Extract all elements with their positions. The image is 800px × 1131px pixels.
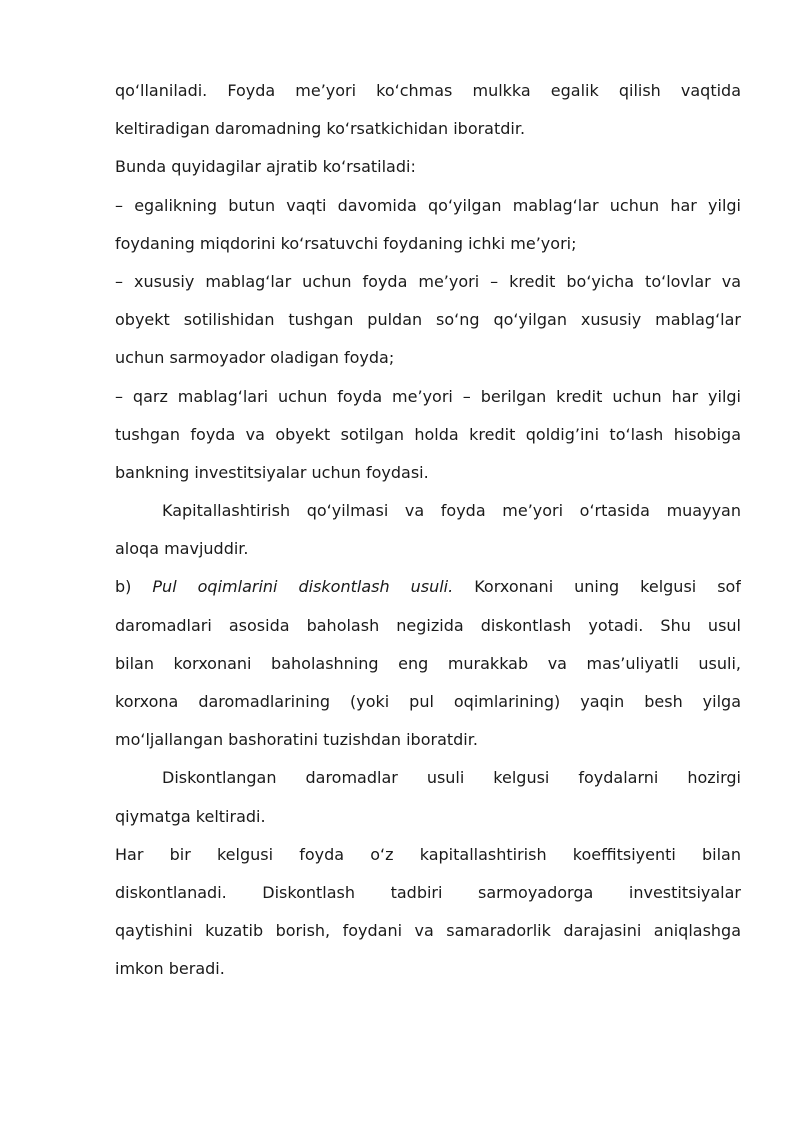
text-line: aloqa mavjuddir. [115,539,249,559]
text-line: qaytishini kuzatib borish, foydani va samaradorlik darajasini aniqlashga [115,921,741,941]
text-line: keltiradigan daromadning ko‘rsatkichidan iboratdir. [115,119,526,139]
text-line: obyekt sotilishidan tushgan puldan so‘ng qo‘yilgan xususiy mablag‘lar [115,310,741,330]
text-line: bilan korxonani baholashning eng murakkab va mas’uliyatli usuli, [115,653,741,673]
text-line: Bunda quyidagilar ajratib ko‘rsatiladi: [115,157,416,177]
text-line: imkon beradi. [115,959,225,979]
text-line: korxona daromadlarining (yoki pul oqimlarining) yaqin besh yilga [115,692,741,711]
text-line: – egalikning butun vaqti davomida qo‘yilgan mablag‘lar uchun har yilgi [115,195,741,215]
text-line: diskontlanadi. Diskontlash tadbiri sarmoyadorga investitsiyalar [115,882,741,902]
section-heading-line [115,568,741,606]
text-line: tushgan foyda va obyekt sotilgan holda kredit qoldig’ini to‘lash hisobiga [115,424,741,444]
text-line: daromadlari asosida baholash negizida diskontlash yotadi. Shu usul [115,615,741,635]
section-title: Pul oqimlarini diskontlash usuli. [152,577,454,597]
text-line: foydaning miqdorini ko‘rsatuvchi foydaning ichki me’yori; [115,233,577,253]
text-line: Har bir kelgusi foyda o‘z kapitallashtirish koeffitsiyenti bilan [115,844,741,864]
text-line: uchun sarmoyador oladigan foyda; [115,348,395,368]
document-page [115,72,741,989]
section-marker: b) [115,577,132,597]
section-lead-text: Korxonani uning kelgusi sof [474,577,741,597]
text-line: bankning investitsiyalar uchun foydasi. [115,462,429,482]
text-line: qo‘llaniladi. Foyda me’yori ko‘chmas mulkka egalik qilish vaqtida [115,81,741,100]
text-line: qiymatga keltiradi. [115,806,266,826]
text-line: mo‘ljallangan bashoratini tuzishdan iboratdir. [115,730,478,750]
text-line: Kapitallashtirish qo‘yilmasi va foyda me’yori o‘rtasida muayyan [162,501,741,521]
text-line: Diskontlangan daromadlar usuli kelgusi foydalarni hozirgi [162,768,741,788]
text-line: – xususiy mablag‘lar uchun foyda me’yori – kredit bo‘yicha to‘lovlar va [115,271,741,291]
text-line: – qarz mablag‘lari uchun foyda me’yori – berilgan kredit uchun har yilgi [115,386,741,406]
